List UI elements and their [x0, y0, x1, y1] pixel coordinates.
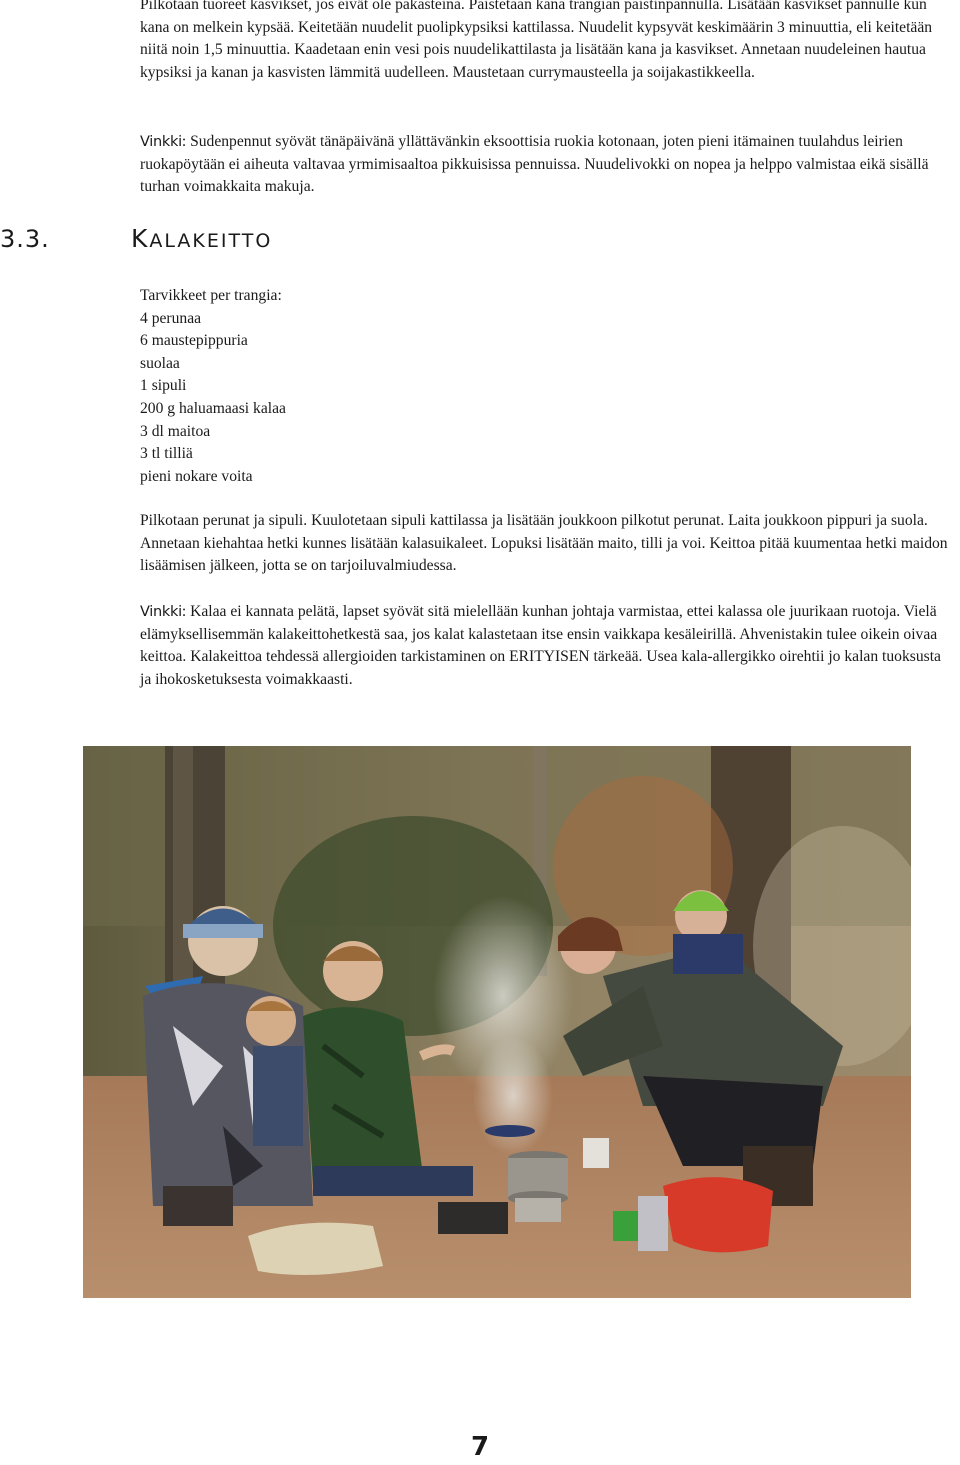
- tip-text: : Sudenpennut syövät tänäpäivänä yllättävänkin eksoottisia ruokia kotonaan, joten pieni itämainen tuulahdus leirien ruokapöytään ei aiheuta valtavaa yrmimisaaltoa pikkuisissa pennuissa. Nuudelivokki on nopea ja helppo valmistaa eikä sisällä turhan voimakkaita makuja.: [140, 133, 929, 196]
- intro-paragraph: Pilkotaan tuoreet kasvikset, jos eivät ole pakasteina. Paistetaan kana trangian paistinpannulla. Lisätään kasvikset pannulle kun kana on melkein kypsää. Keitetään nuudelit puolipkypsiksi kattilassa. Nuudelit kypsyvät keskimäärin 3 minuuttia, eli keitetään niitä noin 1,5 minuuttia. Kaadetaan enin vesi pois nuudelikattilasta ja lisätään kana ja kasvikset. Annetaan nuudeleinen hautua kypsiksi ja kanan ja kasvisten lämmitä uudelleen. Maustetaan currymausteella ja soijakastikkeella.: [140, 0, 933, 81]
- tip-text: : Kalaa ei kannata pelätä, lapset syövät sitä mielellään kunhan johtaja varmistaa, ettei kalassa ole juurikaan ruotoja. Vielä elämyksellisemmän kalakeittohetkestä saa, jos kalat kalastetaan itse ensin vaikkapa kesäleirillä. Ahvenistakin tulee oikein oivaa keittoa. Kalakeittoa tehdessä allergioiden tarkistaminen on ERITYISEN tärkeää. Usea kala-allergikko oirehtii jo kalan tuoksusta ja ihokosketuksesta voimakkaasti.: [140, 603, 941, 688]
- method-paragraph: Pilkotaan perunat ja sipuli. Kuulotetaan sipuli kattilassa ja lisätään joukkoon pilkotut perunat. Laita joukkoon pippuri ja suola. Annetaan kiehahtaa hetki kunnes lisätään kalasuikaleet. Lopuksi lisätään maito, tilli ja voi. Keittoa pitää kuumentaa hetki maidon lisäämisen jälkeen, jotta se on tarjoiluvalmiudessa.: [140, 512, 948, 575]
- tip-paragraph-fish: [140, 601, 955, 691]
- ingredient-item: 1 sipuli: [140, 377, 187, 395]
- page-number: 7: [470, 1432, 490, 1462]
- ingredient-item: 3 tl tilliä: [140, 445, 193, 463]
- campfire-cooking-photo: [83, 746, 911, 1298]
- tip-label: Vinkki: [140, 604, 182, 620]
- ingredient-item: pieni nokare voita: [140, 467, 253, 485]
- ingredients-heading: Tarvikkeet per trangia:: [140, 287, 282, 304]
- section-number: 3.3.: [0, 225, 50, 253]
- small-child: [246, 996, 303, 1146]
- ingredient-item: 4 perunaa: [140, 309, 202, 327]
- cloth-bag: [248, 1223, 383, 1275]
- tip-paragraph-noodles: [140, 131, 955, 199]
- section-title: KALAKEITTO: [131, 224, 273, 253]
- ingredient-item: 3 dl maitoa: [140, 422, 211, 440]
- ingredient-item: 200 g haluamaasi kalaa: [140, 399, 286, 417]
- ingredients-list: [140, 285, 540, 488]
- tip-label: Vinkki: [140, 134, 182, 150]
- ingredient-item: 6 maustepippuria: [140, 332, 248, 350]
- ingredient-item: suolaa: [140, 354, 180, 372]
